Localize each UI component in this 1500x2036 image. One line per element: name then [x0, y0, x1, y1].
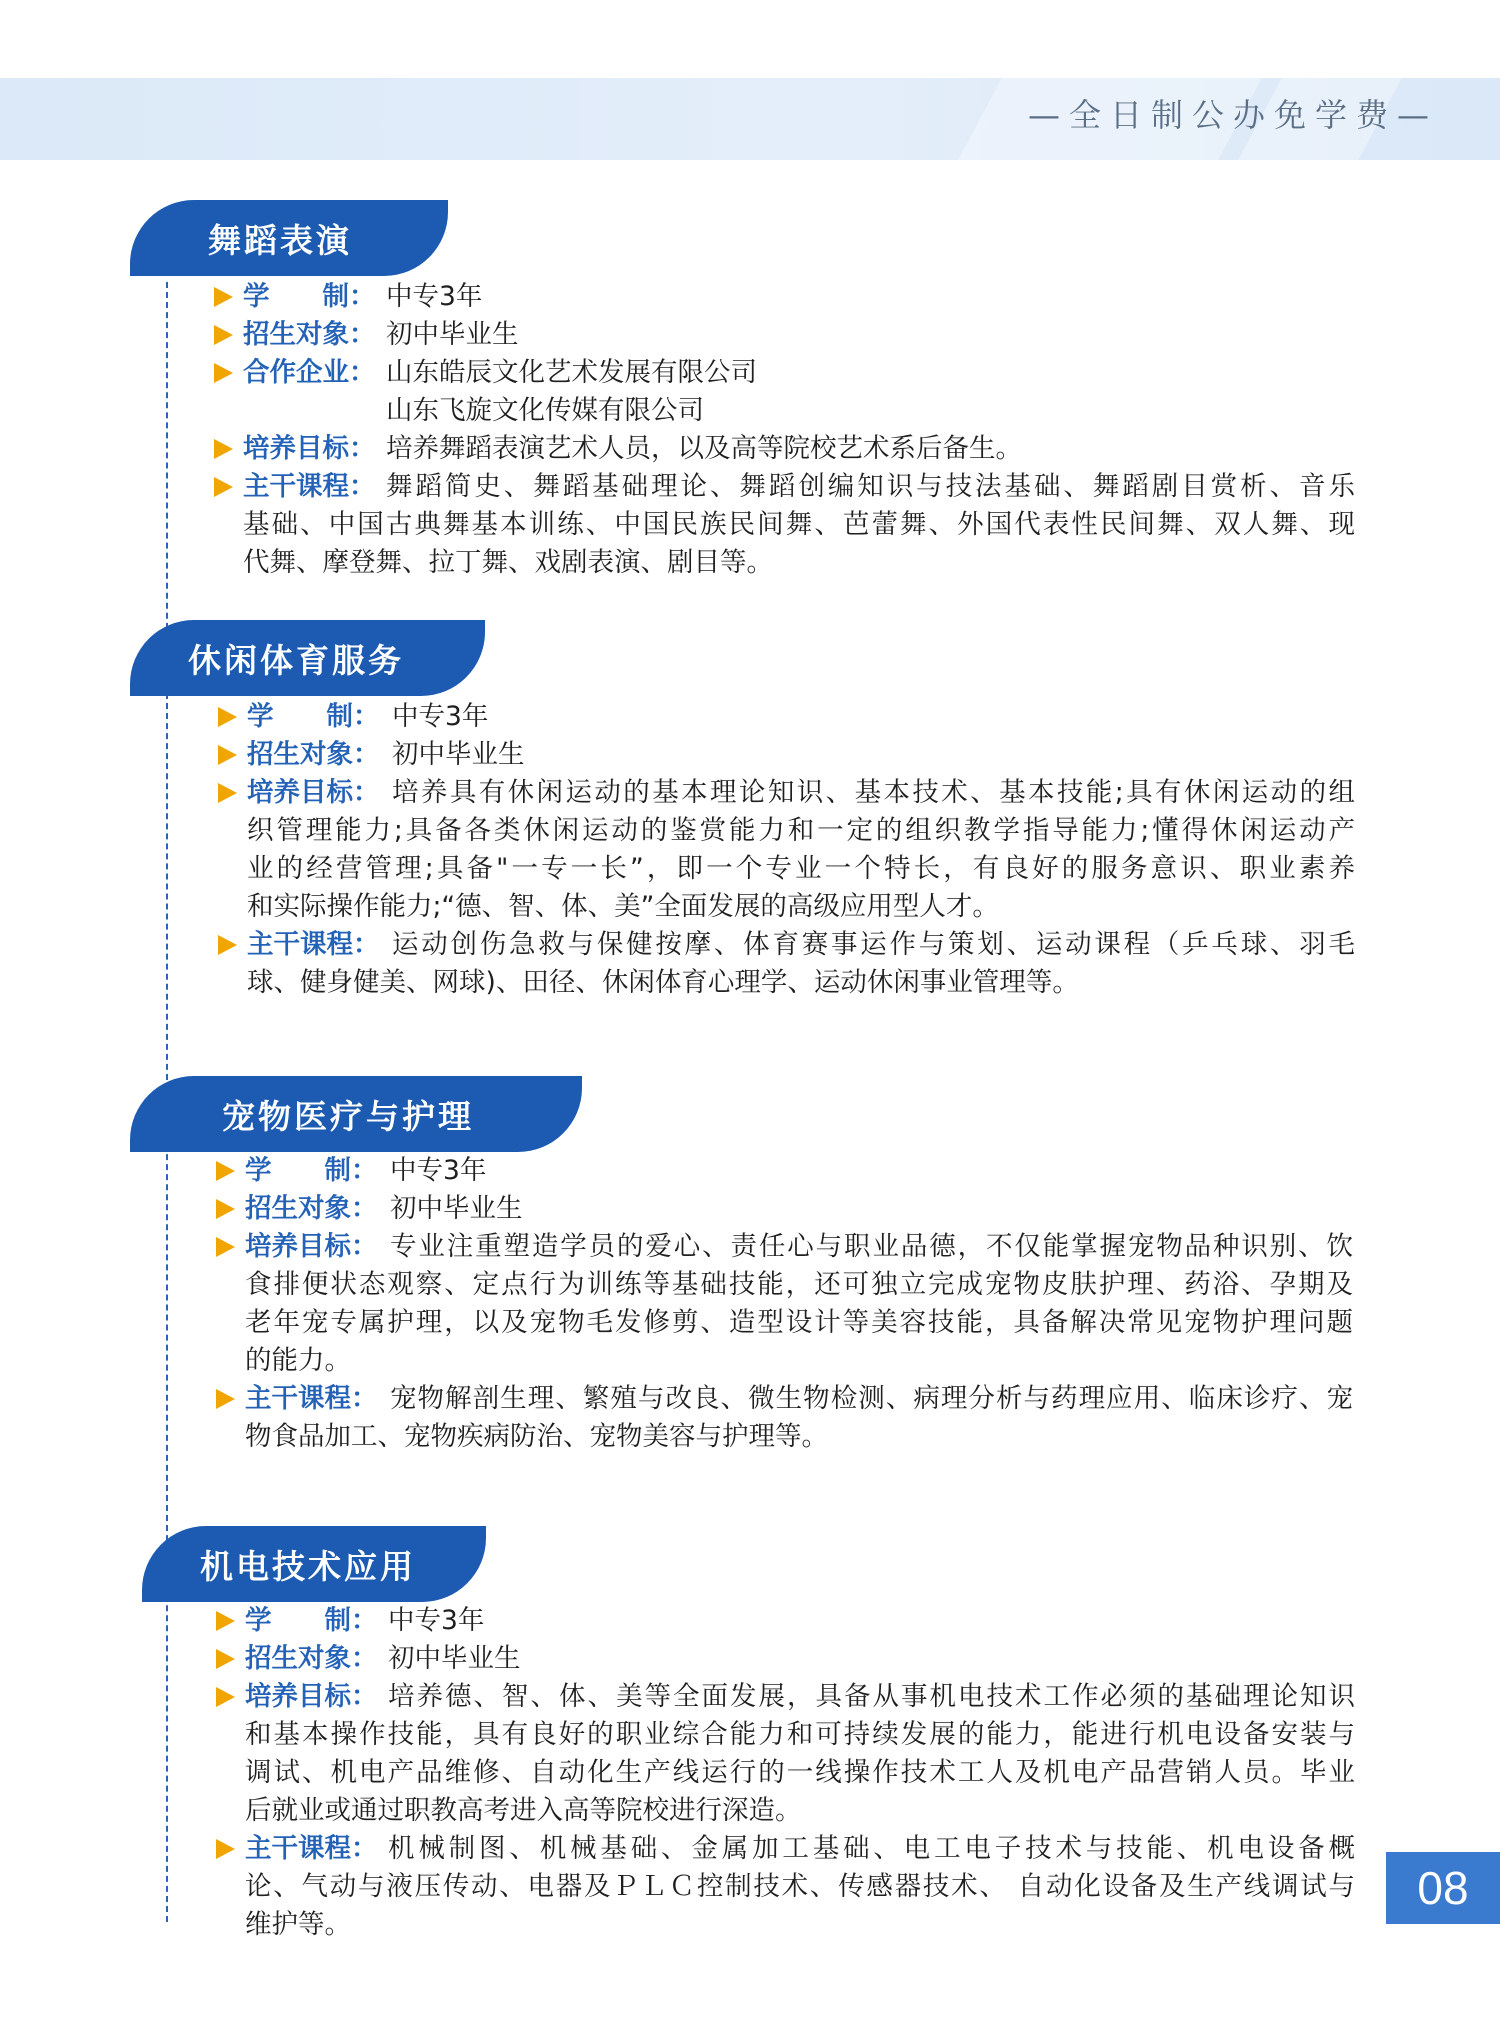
section-title-tab	[142, 1526, 486, 1602]
field-value: 宠物解剖生理、繁殖与改良、微生物检测、病理分析与药理应用、临床诊疗、宠 物食品加工、宠物疾病防治、宠物美容与护理等。	[245, 1383, 1353, 1452]
header-title: —全日制公办免学费—	[1027, 96, 1438, 134]
field-label: 合作企业：	[243, 357, 376, 388]
field-label: 主干课程：	[245, 1833, 378, 1864]
triangle-right-icon	[214, 363, 233, 383]
field-label: 培养目标：	[243, 433, 376, 464]
triangle-right-icon	[216, 1649, 235, 1669]
page-number-badge: 08	[1386, 1852, 1500, 1924]
field-label: 培养目标：	[245, 1231, 378, 1262]
section-title: 宠物医疗与护理	[222, 1096, 474, 1136]
triangle-right-icon	[216, 1687, 235, 1707]
triangle-right-icon	[218, 707, 237, 727]
section-title: 机电技术应用	[200, 1546, 416, 1586]
field-value: 中专3年	[388, 1605, 485, 1636]
triangle-right-icon	[218, 745, 237, 765]
field-label: 招生对象：	[245, 1643, 378, 1674]
field-label: 培养目标：	[247, 777, 380, 808]
field-value: 培养舞蹈表演艺术人员，以及高等院校艺术系后备生。	[386, 433, 1022, 464]
field-label: 学 制：	[245, 1605, 378, 1636]
field-value: 山东皓辰文化艺术发展有限公司 山东飞旋文化传媒有限公司	[386, 357, 757, 426]
triangle-right-icon	[214, 287, 233, 307]
field-value: 专业注重塑造学员的爱心、责任心与职业品德，不仅能掌握宠物品种识别、饮 食排便状态观察、定点行为训练等基础技能，还可独立完成宠物皮肤护理、药浴、孕期及 老年宠专属护理，以及宠物毛发修剪、造型设计等美容技能，具备解决常见宠物护理问题 的能力。	[245, 1231, 1353, 1376]
field-value: 初中毕业生	[386, 319, 519, 350]
field-label: 主干课程：	[247, 929, 380, 960]
triangle-right-icon	[218, 783, 237, 803]
section-title-tab	[130, 200, 448, 276]
section-title-tab	[130, 620, 485, 696]
field-value: 培养德、智、体、美等全面发展，具备从事机电技术工作必须的基础理论知识 和基本操作技能，具有良好的职业综合能力和可持续发展的能力，能进行机电设备安装与 调试、机电产品维修、自动化生产线运行的一线操作技术工人及机电产品营销人员。毕业 后就业或通过职教高考进入高等院校进行深造。	[245, 1681, 1355, 1826]
triangle-right-icon	[216, 1839, 235, 1859]
field-value: 培养具有休闲运动的基本理论知识、基本技术、基本技能;具有休闲运动的组 织管理能力;具备各类休闲运动的鉴赏能力和一定的组织教学指导能力;懂得休闲运动产 业的经营管理;具备"一专一长”，即一个专业一个特长，有良好的服务意识、职业素养 和实际操作能力;“德、智、体、美”全面发展的高级应用型人才。	[247, 777, 1355, 922]
field-label: 主干课程：	[245, 1383, 378, 1414]
field-value: 初中毕业生	[388, 1643, 521, 1674]
triangle-right-icon	[214, 439, 233, 459]
field-label: 学 制：	[243, 281, 376, 312]
field-value: 初中毕业生	[390, 1193, 523, 1224]
triangle-right-icon	[216, 1199, 235, 1219]
section-title-tab	[130, 1076, 582, 1152]
field-label: 招生对象：	[243, 319, 376, 350]
field-value: 中专3年	[390, 1155, 487, 1186]
field-value: 中专3年	[386, 281, 483, 312]
field-value: 机械制图、机械基础、金属加工基础、电工电子技术与技能、机电设备概 论、气动与液压传动、电器及ＰＬＣ控制技术、传感器技术、 自动化设备及生产线调试与 维护等。	[245, 1833, 1355, 1940]
triangle-right-icon	[214, 477, 233, 497]
field-label: 学 制：	[247, 701, 380, 732]
triangle-right-icon	[214, 325, 233, 345]
field-value: 运动创伤急救与保健按摩、体育赛事运作与策划、运动课程（乒乓球、羽毛 球、健身健美、网球)、田径、休闲体育心理学、运动休闲事业管理等。	[247, 929, 1355, 998]
section-title: 舞蹈表演	[208, 220, 352, 260]
field-label: 招生对象：	[245, 1193, 378, 1224]
field-value: 中专3年	[392, 701, 489, 732]
field-label: 招生对象：	[247, 739, 380, 770]
field-label: 学 制：	[245, 1155, 378, 1186]
triangle-right-icon	[216, 1389, 235, 1409]
field-label: 主干课程：	[243, 471, 376, 502]
field-value: 舞蹈简史、舞蹈基础理论、舞蹈创编知识与技法基础、舞蹈剧目赏析、音乐 基础、中国古典舞基本训练、中国民族民间舞、芭蕾舞、外国代表性民间舞、双人舞、现 代舞、摩登舞、拉丁舞、戏剧表演、剧目等。	[243, 471, 1355, 578]
triangle-right-icon	[218, 935, 237, 955]
section-title: 休闲体育服务	[188, 640, 404, 680]
triangle-right-icon	[216, 1611, 235, 1631]
triangle-right-icon	[216, 1237, 235, 1257]
field-value: 初中毕业生	[392, 739, 525, 770]
triangle-right-icon	[216, 1161, 235, 1181]
field-label: 培养目标：	[245, 1681, 378, 1712]
